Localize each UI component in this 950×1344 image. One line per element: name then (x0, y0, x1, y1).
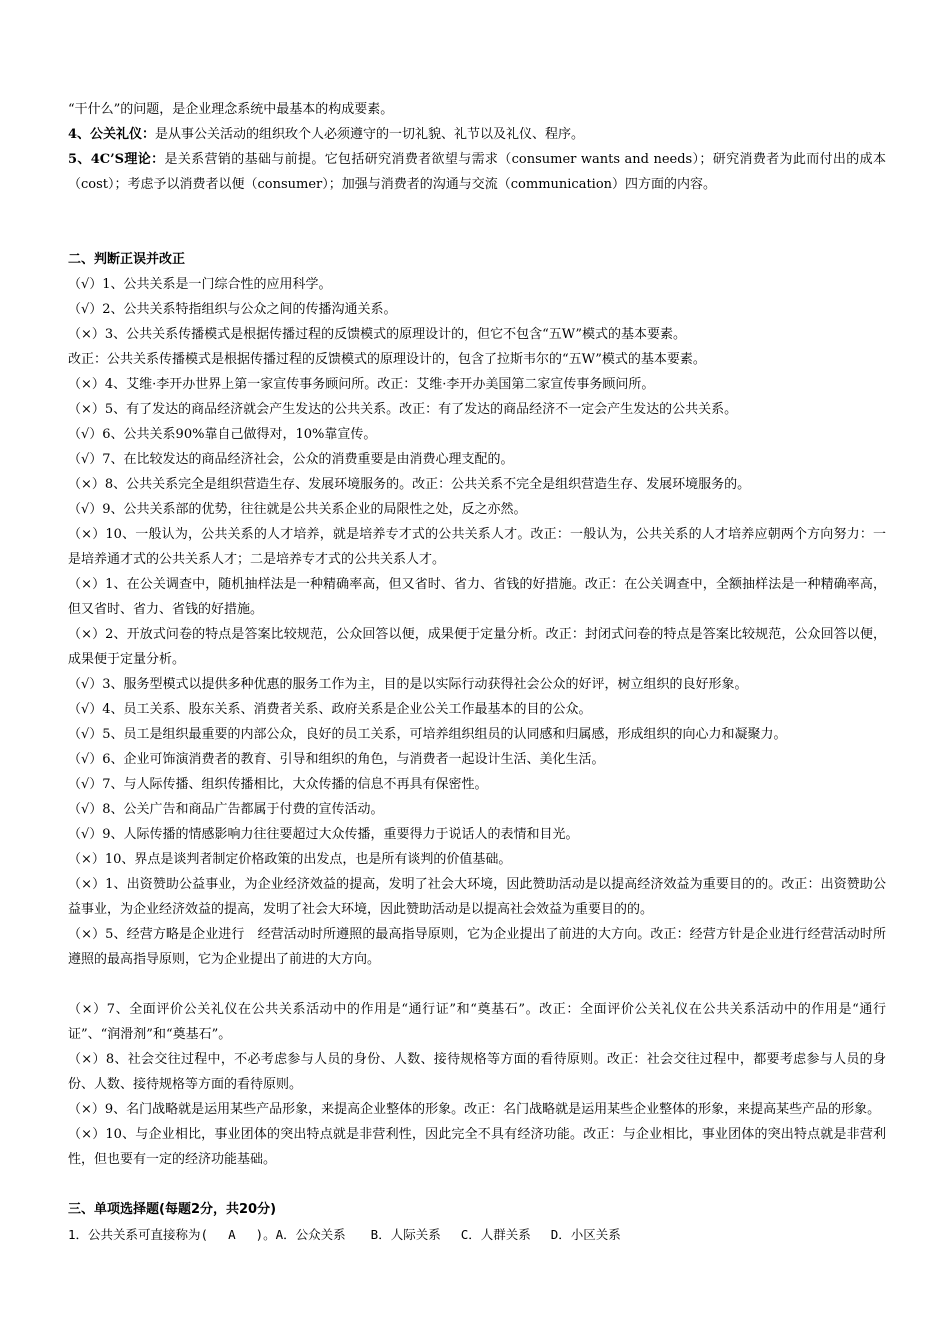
judgement-item: （×）1、在公关调查中，随机抽样法是一种精确率高，但又省时、省力、省钱的好措施。改正：在公关调查中，全额抽样法是一种精确率高，但又省时、省力、省钱的好措施。 (68, 577, 886, 617)
judgement-item: （√）7、与人际传播、组织传播相比，大众传播的信息不再具有保密性。 (68, 777, 488, 792)
judgement-item: （√）7、在比较发达的商品经济社会，公众的消费重要是由消费心理支配的。 (68, 452, 514, 467)
judgement-item: （×）10、界点是谈判者制定价格政策的出发点，也是所有谈判的价值基础。 (68, 852, 512, 867)
section-title: 三、单项选择题(每题2分，共20分) (68, 1202, 277, 1217)
spacer (68, 1172, 886, 1197)
judgement-item: （×）1、出资赞助公益事业，为企业经济效益的提高，发明了社会大环境，因此赞助活动是以提高经济效益为重要目的的。改正：出资赞助公益事业，为企业经济效益的提高，发明了社会大环境，因此赞助活动是以提高社会效益为重要目的的。 (68, 877, 886, 917)
spacer (68, 197, 886, 247)
judgement-item: （√）1、公共关系是一门综合性的应用科学。 (68, 277, 332, 292)
definition-text: 是关系营销的基础与前提。它包括研究消费者欲望与需求（consumer wants and needs）；研究消费者为此而付出的成本（cost）；考虑予以消费者以便（consumer）；加强与消费者的沟通与交流（communication）四方面的内容。 (68, 152, 886, 192)
definition-label: 5、4C’S理论： (68, 152, 165, 167)
definition-item-4 (68, 122, 886, 147)
intro-line-1: “干什么”的问题，是企业理念系统中最基本的构成要素。 (68, 102, 394, 117)
judgement-item: （√）2、公共关系特指组织与公众之间的传播沟通关系。 (68, 302, 397, 317)
judgement-item: （×）10、一般认为，公共关系的人才培养，就是培养专才式的公共关系人才。改正：一般认为，公共关系的人才培养应朝两个方向努力：一是培养通才式的公共关系人才；二是培养专才式的公共关系人才。 (68, 527, 886, 567)
judgement-item: （×）9、名门战略就是运用某些产品形象，来提高企业整体的形象。改正：名门战略就是运用某些企业整体的形象，来提高某些产品的形象。 (68, 1102, 881, 1117)
judgement-item: （√）9、公共关系部的优势，往往就是公共关系企业的局限性之处，反之亦然。 (68, 502, 527, 517)
judgement-item: （×）3、公共关系传播模式是根据传播过程的反馈模式的原理设计的，但它不包含“五W”模式的基本要素。 (68, 327, 687, 342)
document-page (68, 97, 886, 1247)
judgement-item: （√）9、人际传播的情感影响力往往要超过大众传播，重要得力于说话人的表情和目光。 (68, 827, 579, 842)
judgement-item: （√）6、企业可饰演消费者的教育、引导和组织的角色，与消费者一起设计生活、美化生活。 (68, 752, 605, 767)
judgement-item: （√）5、员工是组织最重要的内部公众，良好的员工关系，可培养组织组员的认同感和归属感，形成组织的向心力和凝聚力。 (68, 727, 787, 742)
choice-question: 1．公共关系可直接称为( A )。A．公众关系 B．人际关系 C．人群关系 D．小区关系 (68, 1227, 621, 1242)
judgement-item: （×）8、社会交往过程中，不必考虑参与人员的身份、人数、接待规格等方面的看待原则。改正：社会交往过程中，都要考虑参与人员的身份、人数、接待规格等方面的看待原则。 (68, 1052, 886, 1092)
spacer (68, 972, 886, 997)
section-title: 二、判断正误并改正 (68, 252, 186, 267)
judgement-item: （×）4、艾维·李开办世界上第一家宣传事务顾问所。改正：艾维·李开办美国第二家宣传事务顾问所。 (68, 377, 655, 392)
judgement-item: （√）8、公关广告和商品广告都属于付费的宣传活动。 (68, 802, 384, 817)
judgement-item: （×）2、开放式问卷的特点是答案比较规范，公众回答以便，成果便于定量分析。改正：封闭式问卷的特点是答案比较规范，公众回答以便，成果便于定量分析。 (68, 627, 886, 667)
judgement-item: （×）7、全面评价公关礼仪在公共关系活动中的作用是“通行证”和“奠基石”。改正：全面评价公关礼仪在公共关系活动中的作用是“通行证”、“润滑剂”和“奠基石”。 (68, 1002, 886, 1042)
judgement-item: （×）5、有了发达的商品经济就会产生发达的公共关系。改正：有了发达的商品经济不一定会产生发达的公共关系。 (68, 402, 738, 417)
judgement-item: （×）5、经营方略是企业进行 经营活动时所遵照的最高指导原则，它为企业提出了前进的大方向。改正：经营方针是企业进行经营活动时所遵照的最高指导原则，它为企业提出了前进的大方向。 (68, 927, 886, 967)
judgement-item: 改正：公共关系传播模式是根据传播过程的反馈模式的原理设计的，包含了拉斯韦尔的“五W”模式的基本要素。 (68, 352, 706, 367)
judgement-item: （×）10、与企业相比，事业团体的突出特点就是非营利性，因此完全不具有经济功能。改正：与企业相比，事业团体的突出特点就是非营利性，但也要有一定的经济功能基础。 (68, 1127, 886, 1167)
definition-label: 4、公关礼仪： (68, 127, 156, 142)
judgement-item: （√）4、员工关系、股东关系、消费者关系、政府关系是企业公关工作最基本的目的公众。 (68, 702, 592, 717)
judgement-item: （√）3、服务型模式以提供多种优惠的服务工作为主，目的是以实际行动获得社会公众的好评，树立组织的良好形象。 (68, 677, 748, 692)
judgement-item: （×）8、公共关系完全是组织营造生存、发展环境服务的。改正：公共关系不完全是组织营造生存、发展环境服务的。 (68, 477, 751, 492)
definition-item-5 (68, 147, 886, 197)
judgement-item: （√）6、公共关系90%靠自己做得对，10%靠宣传。 (68, 427, 377, 442)
definition-text: 是从事公关活动的组织玫个人必须遵守的一切礼貌、礼节以及礼仪、程序。 (155, 127, 585, 142)
